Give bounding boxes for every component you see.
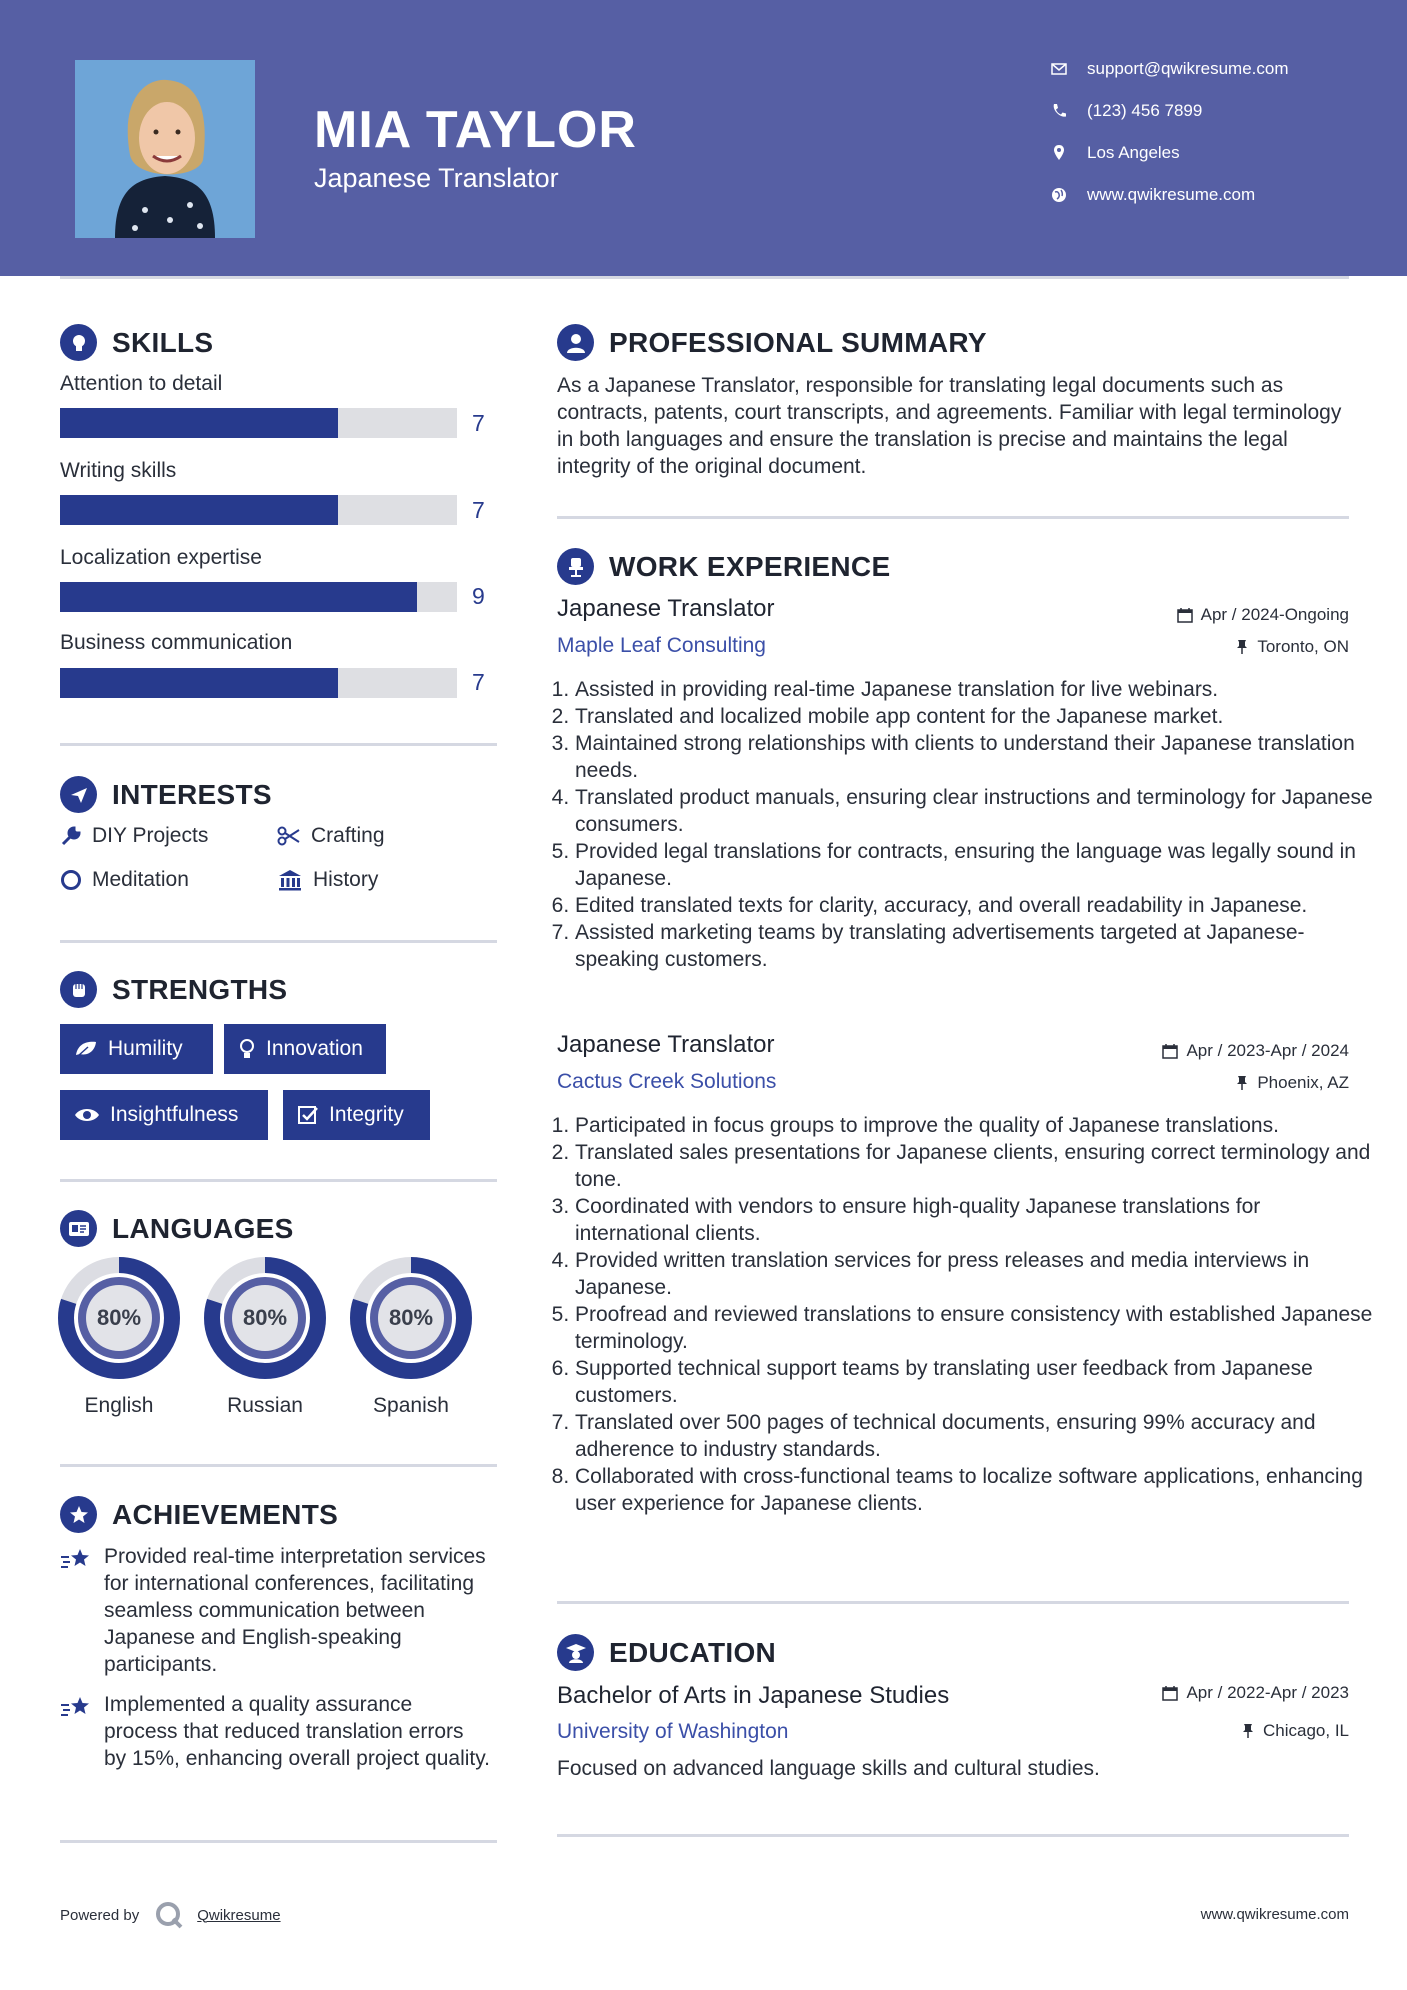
- achievement-item: Implemented a quality assurance process that reduced translation errors by 15%, enhancing overall project quality.: [60, 1691, 490, 1772]
- job-location: Phoenix, AZ: [1235, 1073, 1349, 1093]
- interests-heading: INTERESTS: [60, 776, 272, 813]
- section-divider: [557, 516, 1349, 519]
- globe-icon: [1050, 186, 1068, 204]
- language-item: [204, 1257, 326, 1418]
- duty-item: 7. Assisted marketing teams by translating advertisements targeted at Japanese-speaking customers.: [575, 919, 1375, 973]
- company-name[interactable]: Maple Leaf Consulting: [557, 634, 766, 657]
- section-divider: [60, 1179, 497, 1182]
- skill-value: 7: [472, 669, 485, 695]
- duty-item: 3. Coordinated with vendors to ensure high-quality Japanese translations for international clients.: [575, 1193, 1375, 1247]
- pushpin-icon: [1235, 639, 1249, 655]
- skill-bar-fill: [60, 582, 417, 612]
- strength-chip: Innovation: [224, 1024, 386, 1074]
- leaf-icon: [74, 1039, 98, 1059]
- fist-icon: [60, 971, 97, 1008]
- skill-value: 7: [472, 497, 485, 523]
- footer-website[interactable]: www.qwikresume.com: [1200, 1906, 1349, 1923]
- duty-item: 2. Translated sales presentations for Japanese clients, ensuring correct terminology and tone.: [575, 1139, 1375, 1193]
- lightbulb-icon: [60, 324, 97, 361]
- section-divider: [557, 1834, 1349, 1837]
- bank-icon: [277, 869, 303, 891]
- footer-powered-by: Powered by Qwikresume: [60, 1900, 281, 1930]
- language-percent: 80%: [242, 1305, 288, 1330]
- header-divider: [60, 276, 1349, 279]
- duty-item: 6. Edited translated texts for clarity, accuracy, and overall readability in Japanese.: [575, 892, 1375, 919]
- eye-icon: [74, 1106, 100, 1124]
- section-divider: [60, 1464, 497, 1467]
- pushpin-icon: [1241, 1723, 1255, 1739]
- skill-bar: [60, 582, 457, 612]
- candidate-name: MIA TAYLOR: [314, 101, 637, 159]
- summary-heading: PROFESSIONAL SUMMARY: [557, 324, 987, 361]
- interest-item: DIY Projects: [60, 824, 208, 848]
- skill-label: Business communication: [60, 631, 293, 654]
- duty-item: 1. Assisted in providing real-time Japanese translation for live webinars.: [575, 676, 1375, 703]
- envelope-icon: [1050, 60, 1068, 78]
- job-dates: Apr / 2023-Apr / 2024: [1162, 1041, 1349, 1061]
- skill-value: 7: [472, 410, 485, 436]
- language-item: [58, 1257, 180, 1418]
- scissors-icon: [277, 825, 301, 847]
- wrench-icon: [60, 825, 82, 847]
- user-icon: [557, 324, 594, 361]
- duty-item: 6. Supported technical support teams by translating user feedback from Japanese customers.: [575, 1355, 1375, 1409]
- language-item: [350, 1257, 472, 1418]
- job-duties: [557, 676, 1375, 973]
- duty-item: 4. Translated product manuals, ensuring clear instructions and terminology for Japanese consumers.: [575, 784, 1375, 838]
- job-title: Japanese Translator: [557, 595, 775, 622]
- star-badge-icon: [60, 1496, 97, 1533]
- resume-header: MIA TAYLOR Japanese Translator support@qwikresume.com (123) 456 7899 Los Angeles www.qwikresume.com: [0, 0, 1407, 276]
- section-divider: [60, 743, 497, 746]
- strength-chip: Humility: [60, 1024, 213, 1074]
- achievement-item: Provided real-time interpretation services for international conferences, facilitating seamless communication between Japanese and English-speaking participants.: [60, 1543, 490, 1678]
- education-dates: Apr / 2022-Apr / 2023: [1162, 1683, 1349, 1703]
- profile-photo-illustration: [75, 60, 255, 238]
- duty-item: 3. Maintained strong relationships with clients to understand their Japanese translation needs.: [575, 730, 1375, 784]
- language-percent: 80%: [96, 1305, 142, 1330]
- languages-heading: LANGUAGES: [60, 1210, 294, 1247]
- calendar-icon: [1162, 1043, 1178, 1059]
- language-card-icon: [60, 1210, 97, 1247]
- education-heading: EDUCATION: [557, 1634, 776, 1671]
- language-percent: 80%: [388, 1305, 434, 1330]
- skill-label: Localization expertise: [60, 546, 262, 569]
- duty-item: 7. Translated over 500 pages of technical documents, ensuring 99% accuracy and adherence to industry standards.: [575, 1409, 1375, 1463]
- shooting-star-icon: [60, 1547, 94, 1573]
- summary-text: As a Japanese Translator, responsible for translating legal documents such as contracts, patents, court transcripts, and agreements. Familiar with legal terminology in both languages and ensure the translation is precise and maintains the legal integrity of the original document.: [557, 374, 1342, 478]
- skill-label: Writing skills: [60, 459, 177, 482]
- section-divider: [557, 1601, 1349, 1604]
- language-name: English: [84, 1394, 154, 1417]
- pushpin-icon: [1235, 1075, 1249, 1091]
- duty-item: 4. Provided written translation services for press releases and media interviews in Japanese.: [575, 1247, 1375, 1301]
- duty-item: 5. Proofread and reviewed translations to ensure consistency with established Japanese terminology.: [575, 1301, 1375, 1355]
- paper-plane-icon: [60, 776, 97, 813]
- candidate-title: Japanese Translator: [314, 163, 559, 193]
- interest-item: History: [277, 868, 378, 892]
- qwikresume-link[interactable]: Qwikresume: [197, 1906, 281, 1924]
- profile-photo: [75, 60, 255, 238]
- interest-item: Crafting: [277, 824, 385, 848]
- strength-chip: Integrity: [283, 1090, 430, 1140]
- map-pin-icon: [1050, 144, 1068, 162]
- degree-title: Bachelor of Arts in Japanese Studies: [557, 1682, 950, 1709]
- section-divider: [60, 1840, 497, 1843]
- check-square-icon: [297, 1104, 319, 1126]
- achievements-heading: ACHIEVEMENTS: [60, 1496, 338, 1533]
- office-chair-icon: [557, 548, 594, 585]
- job-title: Japanese Translator: [557, 1031, 775, 1058]
- education-location: Chicago, IL: [1241, 1721, 1349, 1741]
- experience-heading: WORK EXPERIENCE: [557, 548, 890, 585]
- skills-heading: SKILLS: [60, 324, 213, 361]
- circle-icon: [60, 869, 82, 891]
- language-name: Russian: [227, 1394, 303, 1417]
- phone-icon: [1050, 102, 1068, 120]
- skill-bar: [60, 495, 457, 525]
- job-dates: Apr / 2024-Ongoing: [1177, 605, 1349, 625]
- skill-bar: [60, 408, 457, 438]
- duty-item: 2. Translated and localized mobile app content for the Japanese market.: [575, 703, 1375, 730]
- skill-bar-fill: [60, 408, 338, 438]
- skill-label: Attention to detail: [60, 372, 223, 395]
- school-name[interactable]: University of Washington: [557, 1720, 789, 1743]
- calendar-icon: [1177, 607, 1193, 623]
- job-location: Toronto, ON: [1235, 637, 1349, 657]
- skill-bar-fill: [60, 495, 338, 525]
- skill-bar: [60, 668, 457, 698]
- job-duties: [557, 1112, 1375, 1517]
- duty-item: 1. Participated in focus groups to improve the quality of Japanese translations.: [575, 1112, 1375, 1139]
- section-divider: [60, 940, 497, 943]
- skill-bar-fill: [60, 668, 338, 698]
- qwikresume-logo-icon: [153, 1900, 187, 1930]
- education-description: Focused on advanced language skills and cultural studies.: [557, 1757, 1100, 1780]
- company-name[interactable]: Cactus Creek Solutions: [557, 1070, 777, 1093]
- skill-value: 9: [472, 583, 485, 609]
- calendar-icon: [1162, 1685, 1178, 1701]
- language-name: Spanish: [373, 1394, 449, 1417]
- strengths-heading: STRENGTHS: [60, 971, 287, 1008]
- shooting-star-icon: [60, 1695, 94, 1721]
- graduate-icon: [557, 1634, 594, 1671]
- interest-item: Meditation: [60, 868, 189, 892]
- strength-chip: Insightfulness: [60, 1090, 268, 1140]
- duty-item: 5. Provided legal translations for contracts, ensuring the language was legally sound in Japanese.: [575, 838, 1375, 892]
- duty-item: 8. Collaborated with cross-functional teams to localize software applications, enhancing user experience for Japanese clients.: [575, 1463, 1375, 1517]
- lightbulb-icon: [238, 1038, 256, 1060]
